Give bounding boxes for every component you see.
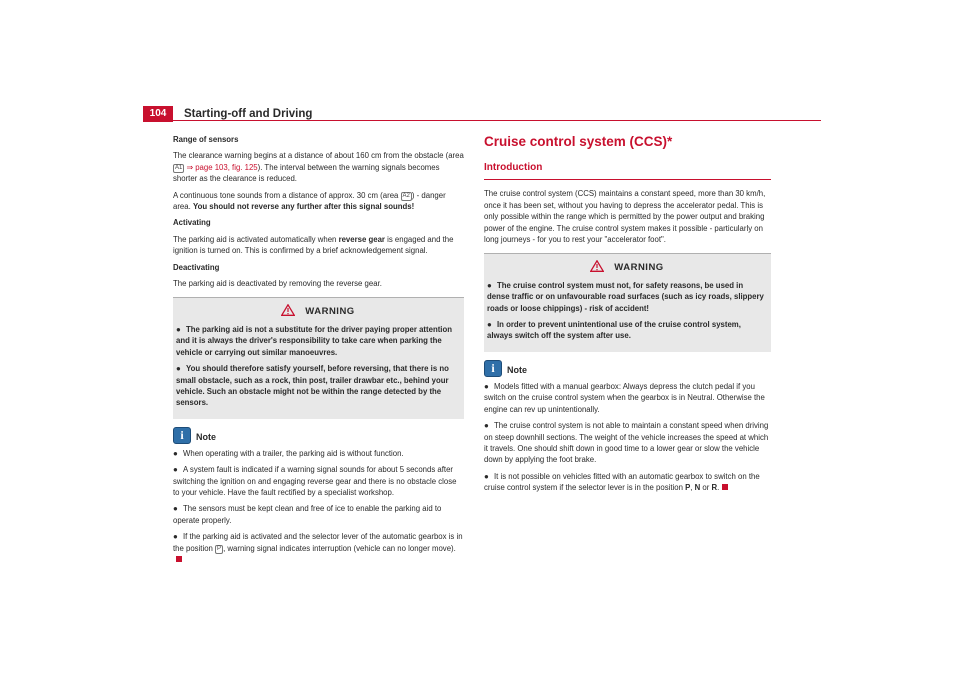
deactivating-paragraph: The parking aid is deactivated by removing the reverse gear. <box>173 279 382 289</box>
right-column <box>484 134 771 499</box>
header-rule <box>143 120 821 121</box>
warning-item: ● In order to prevent unintentional use of the cruise control system, always switch off the system after use. <box>487 320 741 341</box>
warning-box <box>484 253 771 351</box>
note-item: ● The cruise control system is not able to maintain a constant speed when driving on steep downhill sections. The weight of the vehicle increases the speed at which it travels. One should shift down in good time to a lower gear or slow the vehicle down by applying the foot brake. <box>484 421 769 465</box>
note-heading: i Note <box>173 427 464 444</box>
note-item: ● If the parking aid is activated and the selector lever of the automatic gearbox is in the position P , warning signal indicates interruption (vehicle can no longer move). <box>173 531 464 565</box>
info-note-icon: i <box>173 427 191 444</box>
page-reference-link[interactable]: ⇒ page 103, fig. 125 <box>184 162 258 172</box>
section-title: Cruise control system (CCS)* <box>484 134 673 149</box>
range-warning-text: You should not reverse any further after this signal sounds! <box>192 202 415 212</box>
intro-paragraph: The cruise control system (CCS) maintains a constant speed, more than 30 km/h, once it has been set, without you having to depress the accelerator pedal. This is only possible within the range which is permitted by the power output and braking power of the engine. The cruise control system makes it possible - particularly on long journeys - for you to rest your "accelerator foot". <box>484 189 766 245</box>
gear-p-label: P <box>217 545 222 552</box>
warning-box <box>173 297 464 418</box>
warning-item: ● The cruise control system must not, for safety reasons, be used in dense traffic or on unfavourable road surfaces (such as icy roads, slippery roads or loose chippings) - risk of accident! <box>487 280 764 313</box>
intro-rule <box>484 179 771 180</box>
chapter-title: Starting-off and Driving <box>184 108 313 120</box>
warning-triangle-icon <box>281 304 295 316</box>
note-item: ● The sensors must be kept clean and free of ice to enable the parking aid to operate properly. <box>173 504 442 525</box>
section-end-marker <box>176 556 182 562</box>
warning-heading: WARNING <box>487 260 767 273</box>
note-item: ● It is not possible on vehicles fitted with an automatic gearbox to switch on the cruise control system if the selector lever is in the position P, N or R. <box>484 471 760 493</box>
activating-heading: Activating <box>173 218 211 228</box>
warning-item: ● You should therefore satisfy yourself, before reversing, that there is no small obstacle, such as a rock, thin post, trailer drawbar etc., behind your vehicle. Such an obstacle might not be within the range detected by the sensors. <box>176 364 449 408</box>
range-paragraph-2: A continuous tone sounds from a distance of approx. 30 cm (area A2 ) - danger area. You should not reverse any further after this signal sounds! <box>173 190 446 212</box>
left-column <box>173 134 464 570</box>
warning-heading: WARNING <box>176 304 460 317</box>
area-a1-label: A1 <box>175 164 183 171</box>
note-item: ● When operating with a trailer, the parking aid is without function. <box>173 448 404 458</box>
note-item: ● A system fault is indicated if a warning signal sounds for about 5 seconds after switching the ignition on and engaging reverse gear and there is no obstacle close to your vehicle. Have the fault rectified by a specialist workshop. <box>173 465 457 497</box>
deactivating-heading: Deactivating <box>173 262 220 272</box>
warning-item: ● The parking aid is not a substitute for the driver paying proper attention and it is always the driver's responsibility to take care when parking the vehicle or carrying out similar manoeuvres. <box>176 324 452 357</box>
section-end-marker <box>722 484 728 490</box>
activating-paragraph: The parking aid is activated automatically when reverse gear is engaged and the ignition is turned on. This is confirmed by a brief acknowledgement signal. <box>173 234 454 256</box>
page-number: 104 <box>143 106 173 122</box>
note-item: ● Models fitted with a manual gearbox: Always depress the clutch pedal if you switch on the cruise control system when the gearbox is in Neutral. Otherwise the engine can rev up unintentionally. <box>484 381 765 414</box>
range-paragraph-1: The clearance warning begins at a distance of about 160 cm from the obstacle (area A1 ⇒ page 103, fig. 125). The interval between the warning signals becomes shorter as the clearance is reduced. <box>173 151 464 184</box>
note-heading: i Note <box>484 360 771 377</box>
area-a2-label: A2 <box>402 192 410 199</box>
range-heading: Range of sensors <box>173 135 239 144</box>
warning-triangle-icon <box>590 260 604 272</box>
intro-title: Introduction <box>484 162 543 173</box>
info-note-icon: i <box>484 360 502 377</box>
